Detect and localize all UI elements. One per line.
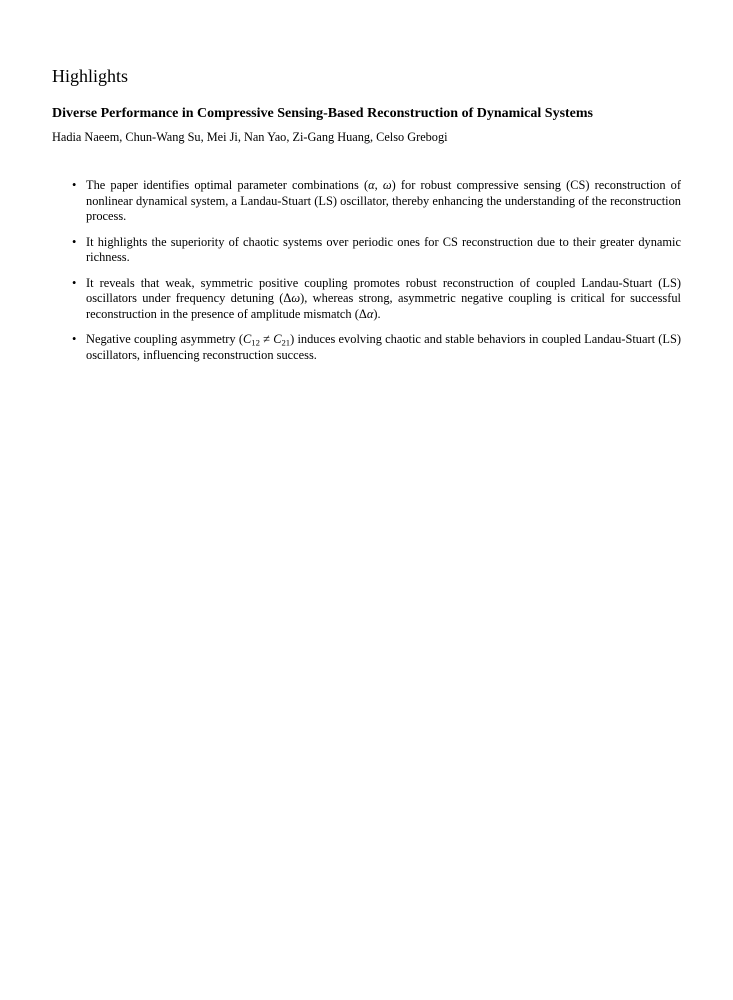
- highlights-list: [52, 178, 681, 363]
- math-symbol: C: [273, 332, 282, 346]
- highlight-text: [86, 178, 681, 223]
- text-segment: ) induces evolving chaotic and stable behaviors in coupled Landau-Stuart (LS) oscillators, influencing reconstruction success.: [86, 332, 681, 362]
- highlight-text: [86, 276, 681, 321]
- highlight-text: [86, 332, 681, 362]
- highlight-item: [72, 332, 681, 363]
- math-subscript: 12: [251, 337, 260, 348]
- paper-title: Diverse Performance in Compressive Sensing-Based Reconstruction of Dynamical Systems: [52, 106, 594, 121]
- highlight-item: [72, 275, 681, 323]
- text-segment: Negative coupling asymmetry (: [86, 332, 243, 346]
- highlight-item: [72, 178, 682, 225]
- authors-line: Hadia Naeem, Chun-Wang Su, Mei Ji, Nan Yao, Zi-Gang Huang, Celso Grebogi: [52, 130, 448, 144]
- section-title: Highlights: [52, 66, 129, 86]
- math-symbol: ω: [382, 178, 392, 192]
- text-segment: ,: [374, 178, 383, 192]
- bullet-icon: •: [72, 234, 77, 249]
- math-symbol: ω: [291, 291, 301, 305]
- bullet-icon: •: [72, 332, 77, 346]
- text-segment: It reveals that weak, symmetric positive coupling promotes robust reconstruction of coupled Landau-Stuart (LS) oscillators under frequency detuning (Δ: [86, 275, 681, 305]
- bullet-icon: •: [72, 178, 77, 192]
- text-segment: ≠: [259, 332, 274, 346]
- text-segment: ), whereas strong, asymmetric negative coupling is critical for successful reconstruction in the presence of amplitude mismatch (Δ: [86, 291, 681, 321]
- bullet-icon: •: [72, 275, 77, 290]
- text-segment: ).: [373, 306, 381, 321]
- math-symbol: α: [368, 178, 375, 192]
- math-subscript: 21: [281, 337, 291, 348]
- highlight-text: [86, 235, 681, 265]
- math-symbol: C: [242, 332, 252, 346]
- text-segment: It highlights the superiority of chaotic systems over periodic ones for CS reconstruction due to their greater dynamic richness.: [86, 234, 681, 264]
- text-segment: The paper identifies optimal parameter combinations (: [86, 178, 369, 192]
- highlight-item: [72, 234, 681, 266]
- math-symbol: α: [366, 306, 374, 321]
- text-segment: ) for robust compressive sensing (CS) reconstruction of nonlinear dynamical system, a Landau-Stuart (LS) oscillator, thereby enhancing the understanding of the reconstruction process.: [86, 178, 682, 223]
